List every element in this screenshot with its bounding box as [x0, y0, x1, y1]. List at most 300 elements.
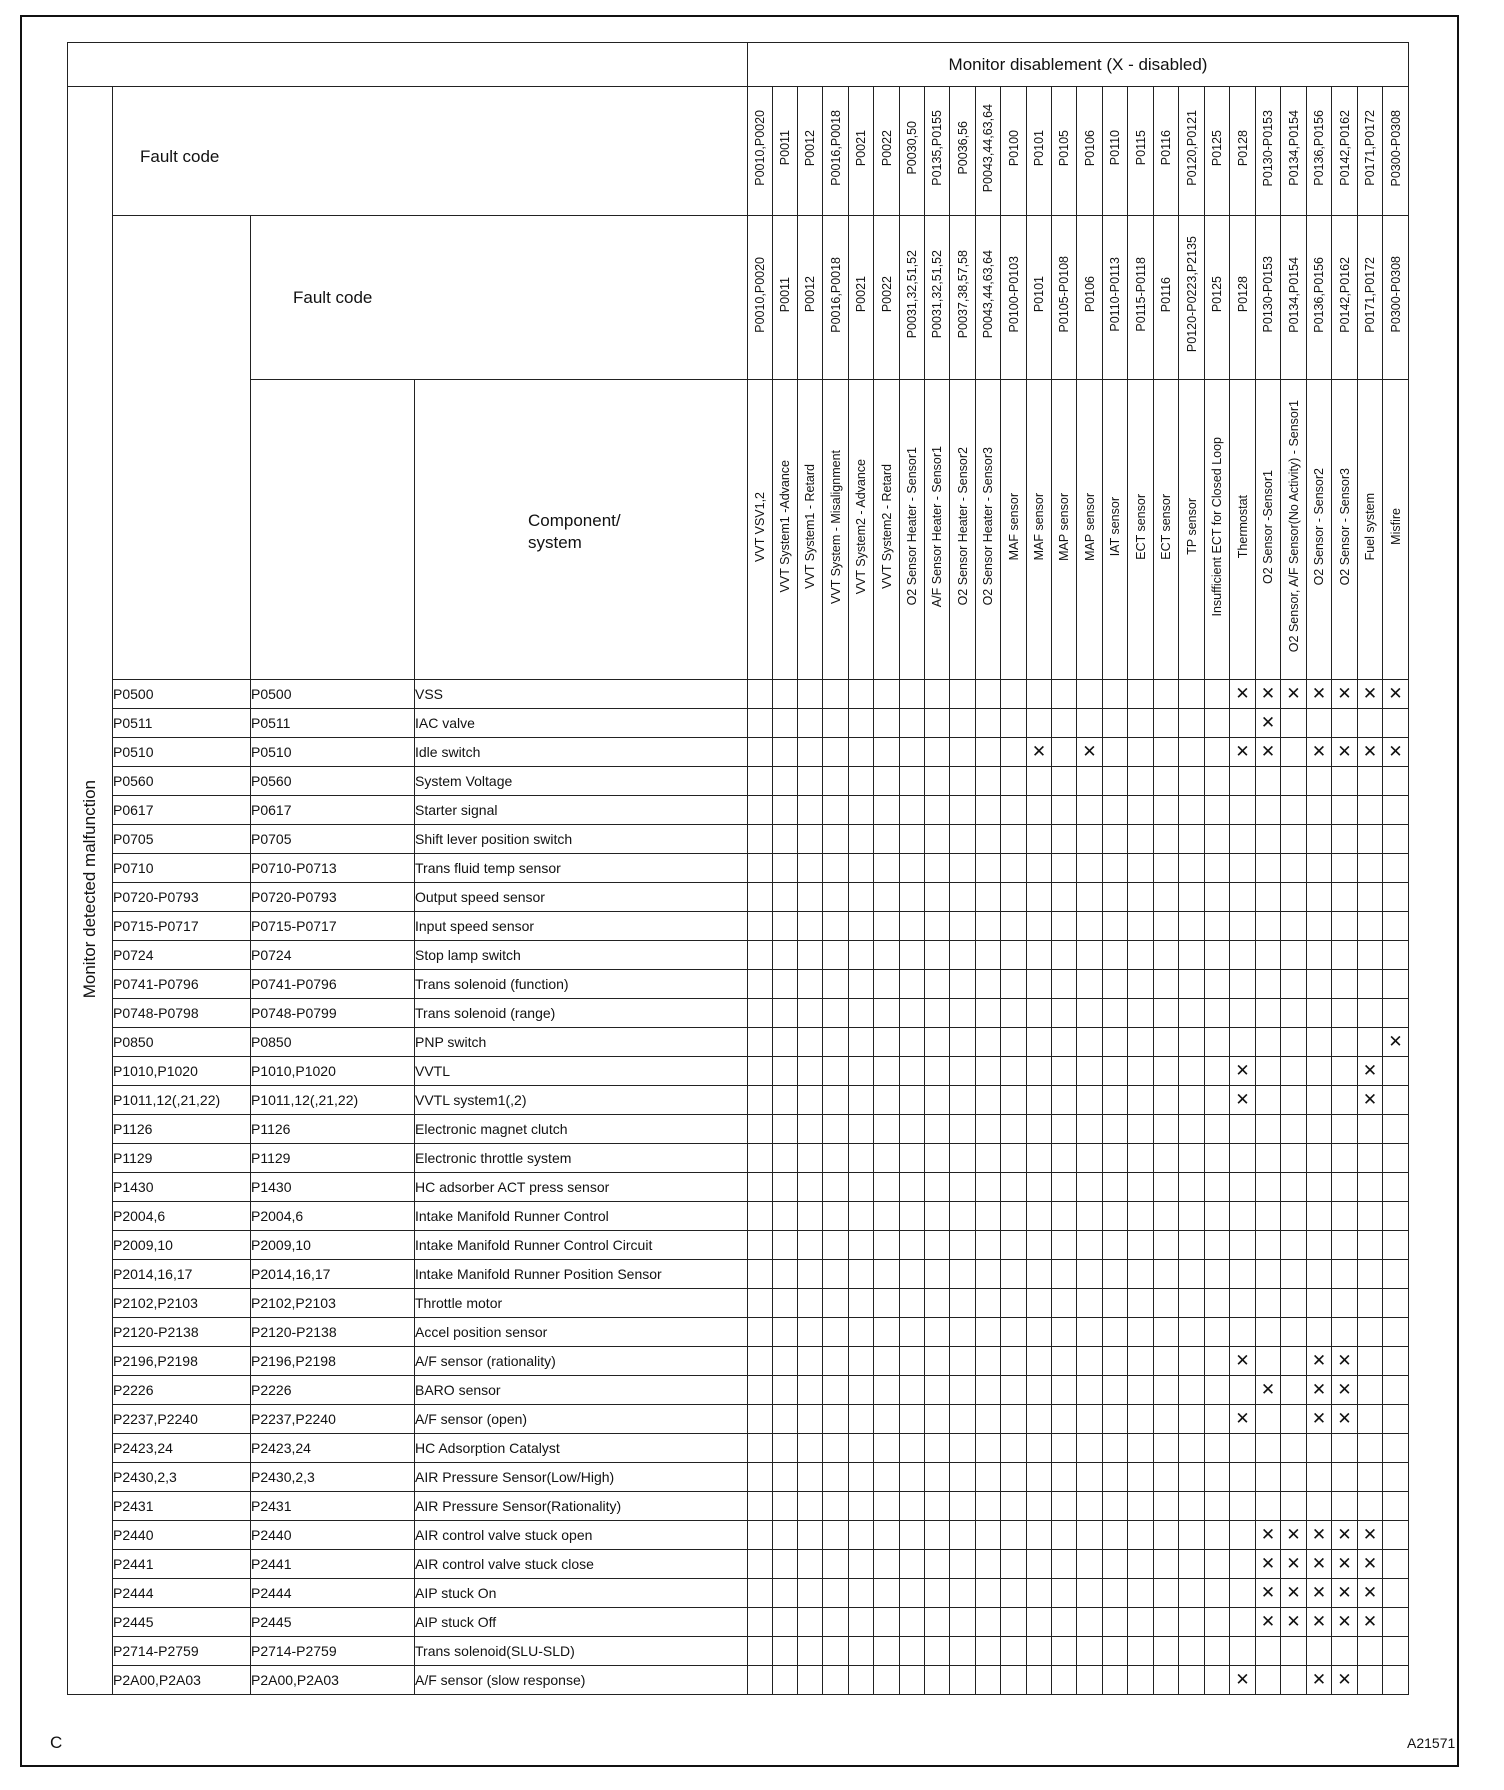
- matrix-cell: [1001, 738, 1027, 767]
- disabled-mark-icon: ✕: [1337, 1670, 1352, 1689]
- matrix-cell: [1205, 767, 1230, 796]
- matrix-cell: [1128, 941, 1154, 970]
- matrix-cell: [1001, 825, 1027, 854]
- matrix-cell: [950, 1405, 976, 1434]
- matrix-cell: [1230, 1463, 1256, 1492]
- matrix-cell: [1307, 1434, 1332, 1463]
- matrix-cell: [1205, 1492, 1230, 1521]
- col-name-cell: [1332, 380, 1358, 680]
- col-code1: P0030,50: [905, 121, 919, 175]
- table-row: [68, 1144, 1409, 1173]
- disabled-mark-icon: ✕: [1311, 1554, 1327, 1573]
- matrix-cell: [1230, 1057, 1256, 1086]
- matrix-cell: [925, 1347, 950, 1376]
- matrix-cell: [1027, 825, 1052, 854]
- matrix-cell: [1205, 912, 1230, 941]
- table-row: [68, 1086, 1409, 1115]
- matrix-cell: [1179, 680, 1205, 709]
- matrix-cell: [748, 1637, 773, 1666]
- col-code1: P0128: [1235, 129, 1250, 167]
- row-component: Intake Manifold Runner Control Circuit: [415, 1231, 748, 1260]
- matrix-cell: [1179, 1289, 1205, 1318]
- matrix-cell: [976, 854, 1001, 883]
- disabled-mark-icon: ✕: [1362, 1612, 1378, 1631]
- disabled-mark-icon: ✕: [1260, 1380, 1276, 1399]
- matrix-cell: [823, 1028, 849, 1057]
- col-name: IAT sensor: [1108, 496, 1122, 557]
- matrix-cell: [1179, 941, 1205, 970]
- matrix-cell: [798, 941, 823, 970]
- matrix-cell: [1179, 1492, 1205, 1521]
- matrix-cell: [1230, 1115, 1256, 1144]
- matrix-cell: [1383, 680, 1409, 709]
- matrix-cell: [1103, 1028, 1128, 1057]
- matrix-cell: [748, 1173, 773, 1202]
- matrix-cell: [798, 1057, 823, 1086]
- matrix-cell: [1052, 1579, 1077, 1608]
- matrix-cell: [1128, 1666, 1154, 1695]
- matrix-cell: [1205, 825, 1230, 854]
- col-name: Insufficient ECT for Closed Loop: [1210, 436, 1224, 617]
- row-component: HC Adsorption Catalyst: [415, 1434, 748, 1463]
- matrix-cell: [1358, 709, 1383, 738]
- matrix-cell: [1281, 1231, 1307, 1260]
- col-code1: P0105: [1057, 129, 1071, 167]
- col-code2-cell: [900, 216, 925, 380]
- matrix-cell: [900, 1637, 925, 1666]
- row-component: AIR control valve stuck close: [415, 1550, 748, 1579]
- matrix-cell: [1001, 1521, 1027, 1550]
- row-fault-code-detail: P0510: [251, 738, 415, 767]
- matrix-cell: [1358, 1318, 1383, 1347]
- matrix-cell: [1103, 912, 1128, 941]
- row-fault-code: P2445: [113, 1608, 251, 1637]
- matrix-cell: [1027, 1579, 1052, 1608]
- matrix-cell: [823, 1086, 849, 1115]
- matrix-cell: [1103, 796, 1128, 825]
- col-code1: P0135,P0155: [930, 110, 944, 186]
- matrix-cell: [1154, 999, 1179, 1028]
- matrix-cell: [1332, 999, 1358, 1028]
- matrix-cell: [748, 883, 773, 912]
- matrix-cell: [823, 941, 849, 970]
- matrix-cell: [950, 1202, 976, 1231]
- matrix-cell: [1052, 1434, 1077, 1463]
- col-name-cell: [976, 380, 1001, 680]
- matrix-cell: [925, 1260, 950, 1289]
- matrix-cell: [976, 680, 1001, 709]
- matrix-cell: [1256, 1231, 1281, 1260]
- matrix-cell: [823, 1231, 849, 1260]
- matrix-cell: [1205, 796, 1230, 825]
- matrix-cell: [1179, 912, 1205, 941]
- matrix-cell: [1332, 1492, 1358, 1521]
- matrix-cell: [1230, 709, 1256, 738]
- matrix-cell: [950, 854, 976, 883]
- matrix-cell: [1179, 883, 1205, 912]
- matrix-cell: [900, 1086, 925, 1115]
- matrix-cell: [1103, 709, 1128, 738]
- disabled-mark-icon: ✕: [1311, 1612, 1327, 1631]
- matrix-cell: [900, 1115, 925, 1144]
- matrix-cell: [925, 767, 950, 796]
- matrix-cell: [1307, 1666, 1332, 1695]
- figure-code: A21571: [1407, 1735, 1456, 1751]
- table-row: [68, 796, 1409, 825]
- matrix-cell: [900, 1202, 925, 1231]
- matrix-cell: [925, 1086, 950, 1115]
- matrix-cell: [1154, 912, 1179, 941]
- matrix-cell: [1205, 970, 1230, 999]
- matrix-cell: [1052, 1318, 1077, 1347]
- matrix-cell: [1205, 1028, 1230, 1057]
- matrix-cell: [950, 1376, 976, 1405]
- col-code2: P0128: [1235, 276, 1250, 313]
- matrix-cell: [1358, 1492, 1383, 1521]
- matrix-cell: [1001, 1202, 1027, 1231]
- matrix-cell: [849, 1608, 874, 1637]
- matrix-cell: [1154, 1521, 1179, 1550]
- disabled-mark-icon: ✕: [1362, 684, 1378, 703]
- matrix-cell: [950, 1028, 976, 1057]
- matrix-cell: [1307, 1115, 1332, 1144]
- matrix-cell: [1307, 738, 1332, 767]
- col-code1-cell: [748, 87, 773, 216]
- col-code1-cell: [1077, 87, 1103, 216]
- matrix-cell: [1358, 1376, 1383, 1405]
- table-row: [68, 1637, 1409, 1666]
- matrix-cell: [1307, 999, 1332, 1028]
- col-name-cell: [1383, 380, 1409, 680]
- matrix-cell: [823, 1289, 849, 1318]
- matrix-cell: [1052, 1202, 1077, 1231]
- matrix-cell: [1205, 738, 1230, 767]
- matrix-cell: [1205, 709, 1230, 738]
- row-component: AIP stuck Off: [415, 1608, 748, 1637]
- disabled-mark-icon: ✕: [1260, 742, 1276, 761]
- matrix-cell: [748, 1115, 773, 1144]
- matrix-cell: [1230, 1202, 1256, 1231]
- matrix-cell: [798, 999, 823, 1028]
- row-fault-code-detail: P0617: [251, 796, 415, 825]
- matrix-cell: [773, 1144, 798, 1173]
- monitor-disablement-table: [67, 42, 1409, 1695]
- matrix-cell: [1077, 1666, 1103, 1695]
- table-row: [68, 1579, 1409, 1608]
- matrix-cell: [823, 1637, 849, 1666]
- matrix-cell: [1103, 767, 1128, 796]
- matrix-cell: [1256, 1463, 1281, 1492]
- disabled-mark-icon: ✕: [1337, 1409, 1352, 1428]
- disabled-mark-icon: ✕: [1286, 1554, 1301, 1573]
- matrix-cell: [1332, 825, 1358, 854]
- matrix-cell: [1358, 1521, 1383, 1550]
- matrix-cell: [1103, 1637, 1128, 1666]
- matrix-cell: [950, 1579, 976, 1608]
- disabled-mark-icon: ✕: [1286, 684, 1301, 703]
- matrix-cell: [1205, 1434, 1230, 1463]
- col-code2: P0134,P0154: [1286, 256, 1301, 333]
- matrix-cell: [925, 825, 950, 854]
- row-fault-code: P2440: [113, 1521, 251, 1550]
- matrix-cell: [900, 1376, 925, 1405]
- matrix-cell: [1154, 1637, 1179, 1666]
- row-fault-code: P0705: [113, 825, 251, 854]
- row-fault-code-detail: P1430: [251, 1173, 415, 1202]
- matrix-cell: [900, 1405, 925, 1434]
- matrix-cell: [1001, 1405, 1027, 1434]
- matrix-cell: [1358, 999, 1383, 1028]
- matrix-cell: [1230, 1608, 1256, 1637]
- matrix-cell: [1077, 709, 1103, 738]
- col-code2-cell: [950, 216, 976, 380]
- matrix-cell: [874, 1173, 900, 1202]
- matrix-cell: [1281, 854, 1307, 883]
- matrix-cell: [1332, 941, 1358, 970]
- matrix-cell: [773, 796, 798, 825]
- matrix-cell: [1154, 1492, 1179, 1521]
- matrix-cell: [1205, 1318, 1230, 1347]
- matrix-cell: [950, 738, 976, 767]
- matrix-cell: [976, 1521, 1001, 1550]
- table-row: [68, 883, 1409, 912]
- col-code2: P0106: [1082, 276, 1097, 313]
- matrix-cell: [1358, 767, 1383, 796]
- matrix-cell: [798, 1202, 823, 1231]
- matrix-cell: [1103, 1376, 1128, 1405]
- matrix-cell: [1230, 738, 1256, 767]
- matrix-cell: [1230, 680, 1256, 709]
- matrix-cell: [748, 1376, 773, 1405]
- matrix-cell: [1281, 883, 1307, 912]
- matrix-cell: [1077, 796, 1103, 825]
- matrix-cell: [1256, 1115, 1281, 1144]
- matrix-cell: [823, 709, 849, 738]
- matrix-cell: [1332, 854, 1358, 883]
- matrix-cell: [1358, 1608, 1383, 1637]
- matrix-cell: [1256, 1637, 1281, 1666]
- matrix-cell: [1307, 796, 1332, 825]
- matrix-cell: [900, 1057, 925, 1086]
- matrix-cell: [1103, 1173, 1128, 1202]
- row-fault-code: P2226: [113, 1376, 251, 1405]
- col-code1-cell: [1103, 87, 1128, 216]
- matrix-cell: [1281, 1289, 1307, 1318]
- matrix-cell: [950, 1318, 976, 1347]
- matrix-cell: [1383, 1115, 1409, 1144]
- matrix-cell: [1077, 1492, 1103, 1521]
- col-name: A/F Sensor Heater - Sensor1: [930, 445, 944, 608]
- row-component: BARO sensor: [415, 1376, 748, 1405]
- row-fault-code-detail: P2714-P2759: [251, 1637, 415, 1666]
- matrix-cell: [976, 1260, 1001, 1289]
- col-name-cell: [849, 380, 874, 680]
- matrix-cell: [773, 1115, 798, 1144]
- matrix-cell: [773, 1376, 798, 1405]
- matrix-cell: [1383, 1231, 1409, 1260]
- matrix-cell: [798, 1434, 823, 1463]
- col-code1-cell: [1154, 87, 1179, 216]
- matrix-cell: [748, 1144, 773, 1173]
- matrix-cell: [1001, 1057, 1027, 1086]
- matrix-cell: [773, 1347, 798, 1376]
- matrix-cell: [1332, 1608, 1358, 1637]
- matrix-cell: [1179, 738, 1205, 767]
- matrix-cell: [1205, 1579, 1230, 1608]
- matrix-cell: [1230, 825, 1256, 854]
- row-fault-code: P2431: [113, 1492, 251, 1521]
- matrix-cell: [1383, 1608, 1409, 1637]
- matrix-cell: [1205, 1405, 1230, 1434]
- matrix-cell: [773, 999, 798, 1028]
- matrix-cell: [798, 883, 823, 912]
- row-component: Trans fluid temp sensor: [415, 854, 748, 883]
- col-name: VVT System1 -Advance: [778, 460, 792, 593]
- matrix-cell: [1027, 1637, 1052, 1666]
- matrix-cell: [1307, 1347, 1332, 1376]
- matrix-cell: [1027, 709, 1052, 738]
- matrix-cell: [773, 709, 798, 738]
- matrix-cell: [1154, 1231, 1179, 1260]
- matrix-cell: [1128, 709, 1154, 738]
- matrix-cell: [798, 854, 823, 883]
- matrix-cell: [1179, 1231, 1205, 1260]
- matrix-cell: [900, 767, 925, 796]
- matrix-cell: [773, 1231, 798, 1260]
- matrix-cell: [1052, 1289, 1077, 1318]
- col-code2-cell: [1307, 216, 1332, 380]
- matrix-cell: [1332, 1579, 1358, 1608]
- matrix-cell: [798, 1260, 823, 1289]
- col-name-cell: [1256, 380, 1281, 680]
- matrix-cell: [849, 1347, 874, 1376]
- matrix-cell: [1281, 1608, 1307, 1637]
- col-code1: P0115: [1133, 130, 1148, 166]
- matrix-cell: [1281, 1115, 1307, 1144]
- matrix-cell: [1052, 1057, 1077, 1086]
- matrix-cell: [1256, 1086, 1281, 1115]
- matrix-cell: [1307, 1144, 1332, 1173]
- matrix-cell: [1230, 1550, 1256, 1579]
- matrix-cell: [1001, 1347, 1027, 1376]
- matrix-cell: [798, 1637, 823, 1666]
- matrix-cell: [1027, 1028, 1052, 1057]
- matrix-cell: [1307, 941, 1332, 970]
- col-code1-cell: [849, 87, 874, 216]
- matrix-cell: [976, 825, 1001, 854]
- matrix-cell: [1128, 970, 1154, 999]
- matrix-cell: [1332, 970, 1358, 999]
- matrix-cell: [1205, 1173, 1230, 1202]
- matrix-cell: [798, 1173, 823, 1202]
- matrix-cell: [1281, 999, 1307, 1028]
- matrix-cell: [1077, 1086, 1103, 1115]
- row-component: System Voltage: [415, 767, 748, 796]
- col-code2-cell: [1281, 216, 1307, 380]
- matrix-cell: [1307, 1028, 1332, 1057]
- matrix-cell: [1358, 1260, 1383, 1289]
- matrix-cell: [1103, 1231, 1128, 1260]
- disabled-mark-icon: ✕: [1235, 684, 1250, 703]
- matrix-cell: [1077, 1057, 1103, 1086]
- matrix-cell: [1383, 709, 1409, 738]
- matrix-cell: [1027, 1550, 1052, 1579]
- matrix-cell: [1077, 1405, 1103, 1434]
- col-name-cell: [1128, 380, 1154, 680]
- matrix-cell: [798, 1550, 823, 1579]
- row-component: Input speed sensor: [415, 912, 748, 941]
- side-label-cell: [68, 87, 113, 1695]
- matrix-cell: [1281, 738, 1307, 767]
- col-code2: P0011: [778, 276, 792, 313]
- matrix-cell: [1077, 854, 1103, 883]
- matrix-cell: [900, 1434, 925, 1463]
- col-code2: P0136,P0156: [1312, 256, 1326, 333]
- matrix-cell: [950, 1550, 976, 1579]
- matrix-cell: [849, 1463, 874, 1492]
- row-fault-code-detail: P0850: [251, 1028, 415, 1057]
- col-code1-cell: [1383, 87, 1409, 216]
- matrix-cell: [798, 970, 823, 999]
- matrix-cell: [925, 970, 950, 999]
- matrix-cell: [925, 1666, 950, 1695]
- matrix-cell: [925, 941, 950, 970]
- matrix-cell: [849, 767, 874, 796]
- matrix-cell: [823, 1260, 849, 1289]
- matrix-cell: [874, 999, 900, 1028]
- matrix-cell: [900, 1144, 925, 1173]
- matrix-cell: [798, 1463, 823, 1492]
- matrix-cell: [849, 941, 874, 970]
- disabled-mark-icon: ✕: [1082, 742, 1097, 761]
- matrix-cell: [874, 1202, 900, 1231]
- disabled-mark-icon: ✕: [1337, 1583, 1352, 1602]
- matrix-cell: [1205, 1521, 1230, 1550]
- matrix-cell: [925, 1434, 950, 1463]
- matrix-cell: [1077, 1550, 1103, 1579]
- matrix-cell: [1179, 1202, 1205, 1231]
- col-code2: P0142,P0162: [1337, 256, 1352, 333]
- row-component: Idle switch: [415, 738, 748, 767]
- col-code2-cell: [1332, 216, 1358, 380]
- matrix-cell: [1154, 767, 1179, 796]
- matrix-cell: [1332, 1202, 1358, 1231]
- matrix-cell: [874, 1521, 900, 1550]
- matrix-cell: [823, 999, 849, 1028]
- matrix-cell: [1001, 1492, 1027, 1521]
- matrix-cell: [1205, 1347, 1230, 1376]
- matrix-cell: [1230, 970, 1256, 999]
- matrix-cell: [1179, 1550, 1205, 1579]
- disabled-mark-icon: ✕: [1311, 1351, 1327, 1370]
- matrix-cell: [950, 767, 976, 796]
- matrix-cell: [1077, 1028, 1103, 1057]
- table-row: [68, 1318, 1409, 1347]
- matrix-cell: [1001, 1318, 1027, 1347]
- table-row: [68, 767, 1409, 796]
- col-code1: P0134,P0154: [1286, 110, 1301, 186]
- row-fault-code: P2A00,P2A03: [113, 1666, 251, 1695]
- col-name-cell: [1077, 380, 1103, 680]
- matrix-cell: [1179, 970, 1205, 999]
- matrix-cell: [798, 1347, 823, 1376]
- matrix-cell: [1383, 1144, 1409, 1173]
- matrix-cell: [1128, 1173, 1154, 1202]
- matrix-cell: [748, 970, 773, 999]
- matrix-cell: [849, 1202, 874, 1231]
- matrix-cell: [798, 1376, 823, 1405]
- matrix-cell: [1358, 796, 1383, 825]
